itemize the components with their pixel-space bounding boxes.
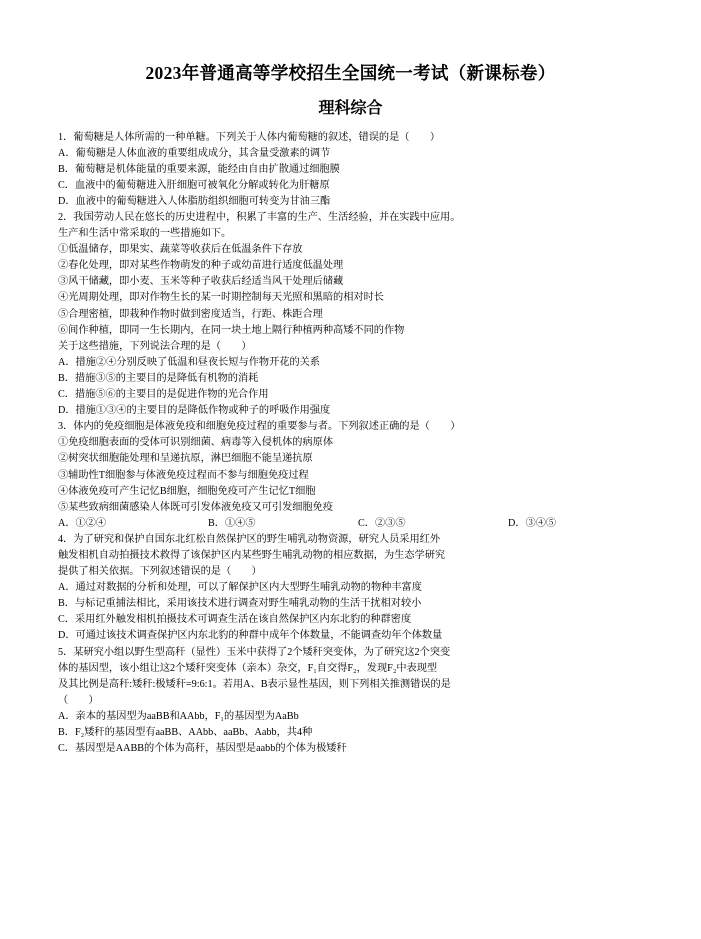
question3-option-row bbox=[58, 516, 643, 532]
option-a: A．①②④ bbox=[58, 517, 107, 529]
option-line: B．F₂矮秆的基因型有aaBB、AAbb、aaBb、Aabb，共4种 bbox=[58, 727, 313, 739]
statement-line: ⑤某些致病细菌感染人体既可引发体液免疫又可引发细胞免疫 bbox=[58, 501, 334, 513]
measure-line: ⑥间作种植，即同一生长期内，在同一块土地上隔行种植两种高矮不同的作物 bbox=[58, 324, 405, 336]
option-c: C．②③⑤ bbox=[358, 517, 406, 529]
document-page bbox=[0, 62, 701, 939]
option-line: D．血液中的葡萄糖进入人体脂肪组织细胞可转变为甘油三酯 bbox=[58, 195, 331, 207]
question-line: 提供了相关依据。下列叙述错误的是（ ） bbox=[58, 566, 262, 578]
page-subtitle: 理科综合 bbox=[318, 99, 383, 117]
question-line: 2．我国劳动人民在悠长的历史进程中，积累了丰富的生产、生活经验，并在实践中应用。 bbox=[58, 212, 461, 224]
question-line: （ ） bbox=[58, 694, 99, 706]
measure-line: ④光周期处理，即对作物生长的某一时期控制每天光照和黑暗的相对时长 bbox=[58, 292, 384, 304]
question-line: 3．体内的免疫细胞是体液免疫和细胞免疫过程的重要参与者。下列叙述正确的是（ ） bbox=[58, 421, 461, 433]
statement-line: ①免疫细胞表面的受体可识别细菌、病毒等入侵机体的病原体 bbox=[58, 437, 334, 449]
option-line: C．措施⑤⑥的主要目的是促进作物的光合作用 bbox=[58, 389, 269, 401]
statement-line: ③辅助性T细胞参与体液免疫过程而不参与细胞免疫过程 bbox=[58, 469, 309, 481]
question-line: 关于这些措施，下列说法合理的是（ ） bbox=[58, 340, 252, 352]
option-line: A．亲本的基因型为aaBB和AAbb，F₁的基因型为AaBb bbox=[58, 710, 299, 722]
option-line: A．措施②④分别反映了低温和昼夜长短与作物开花的关系 bbox=[58, 356, 321, 368]
option-line: C．基因型是AABB的个体为高秆，基因型是aabb的个体为极矮秆 bbox=[58, 743, 347, 755]
option-line: C．采用红外触发相机拍摄技术可调查生活在该自然保护区内东北豹的种群密度 bbox=[58, 614, 412, 626]
measure-line: ②春化处理，即对某些作物萌发的种子或幼苗进行适度低温处理 bbox=[58, 260, 344, 272]
question-line: 4．为了研究和保护自国东北红松自然保护区的野生哺乳动物资源，研究人员采用红外 bbox=[58, 533, 441, 545]
option-line: A．葡萄糖是人体血液的重要组成成分，其含量受激素的调节 bbox=[58, 147, 331, 159]
option-line: B．与标记重捕法相比，采用该技术进行调查对野生哺乳动物的生活干扰相对较小 bbox=[58, 598, 422, 610]
question-line: 及其比例是高秆:矮秆:极矮秆=9:6:1。若用A、B表示显性基因，则下列相关推测错误的是 bbox=[58, 678, 451, 690]
measure-line: ③风干储藏，即小麦、玉米等种子收获后经适当风干处理后储藏 bbox=[58, 276, 344, 288]
option-line: B．措施③⑤的主要目的是降低有机物的消耗 bbox=[58, 372, 259, 384]
option-line: C．血液中的葡萄糖进入肝细胞可被氧化分解或转化为肝糖原 bbox=[58, 179, 330, 191]
question-line: 生产和生活中常采取的一些措施如下。 bbox=[58, 228, 232, 240]
measure-line: ⑤合理密植，即栽种作物时做到密度适当，行距、株距合理 bbox=[58, 308, 323, 320]
measure-line: ①低温储存，即果实、蔬菜等收获后在低温条件下存放 bbox=[58, 244, 303, 256]
page-title: 2023年普通高等学校招生全国统一考试（新课标卷） bbox=[145, 63, 556, 83]
option-line: D．措施①③④的主要目的是降低作物或种子的呼吸作用强度 bbox=[58, 405, 331, 417]
question-line: 触发相机自动拍摄技术救得了该保护区内某些野生哺乳动物的相应数据，为生态学研究 bbox=[58, 549, 446, 561]
option-d: D．③④⑤ bbox=[508, 517, 557, 529]
option-line: A．通过对数据的分析和处理，可以了解保护区内大型野生哺乳动物的物种丰富度 bbox=[58, 582, 422, 594]
option-line: B．葡萄糖是机体能量的重要来源，能经由自由扩散通过细胞膜 bbox=[58, 163, 340, 175]
option-line: D．可通过该技术调查保护区内东北豹的种群中成年个体数量，不能调查幼年个体数量 bbox=[58, 630, 443, 642]
statement-line: ④体液免疫可产生记忆B细胞，细胞免疫可产生记忆T细胞 bbox=[58, 485, 316, 497]
exam-body bbox=[58, 130, 643, 758]
question-line: 1．葡萄糖是人体所需的一种单糖。下列关于人体内葡萄糖的叙述，错误的是（ ） bbox=[58, 131, 441, 143]
option-b: B．①④⑤ bbox=[208, 517, 256, 529]
statement-line: ②树突状细胞能处理和呈递抗原，淋巴细胞不能呈递抗原 bbox=[58, 453, 313, 465]
question-line: 5．某研究小组以野生型高秆（显性）玉米中获得了2个矮秆突变体，为了研究这2个突变 bbox=[58, 646, 451, 658]
question-line: 体的基因型，该小组让这2个矮秆突变体（亲本）杂交，F₁自交得F₂，发现F₂中表现型 bbox=[58, 662, 438, 674]
